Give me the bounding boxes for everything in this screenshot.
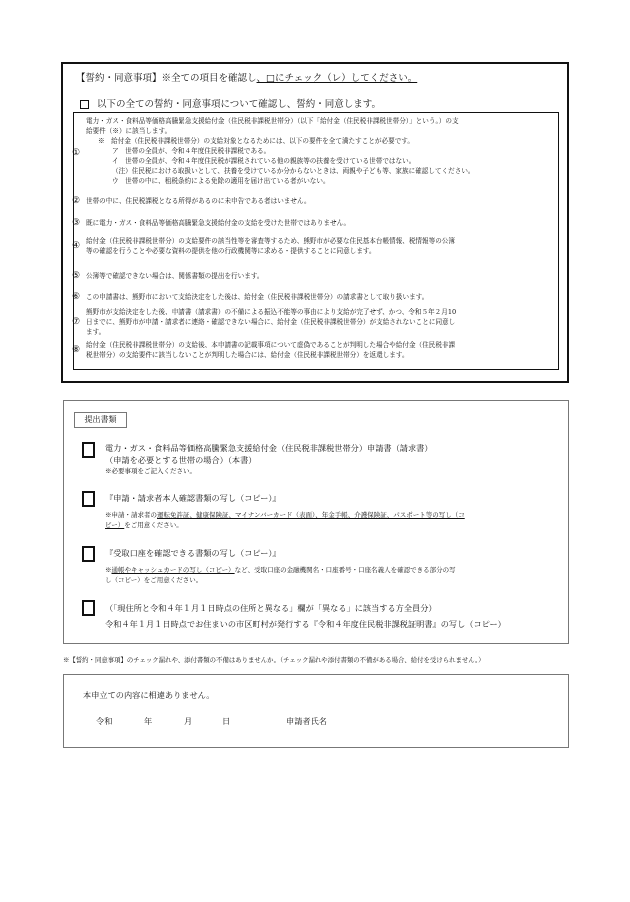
doc4-title2: 令和４年１月１日時点でお住まいの市区町村が発行する『令和４年度住民税非課税証明書』の写し（コピー）: [105, 619, 506, 629]
agree-all-checkbox[interactable]: [80, 100, 89, 109]
date-year-label: 年: [144, 716, 153, 726]
doc3: [105, 547, 456, 585]
doc1-checkbox[interactable]: [82, 442, 95, 458]
pledge-item-line: 給付金（住民税非課税世帯分）の支給後、本申請書の記載事項について虚偽であることが判明した場合や給付金（住民税非課: [86, 341, 456, 349]
documents-tag: 提出書類: [74, 412, 127, 428]
pledge-item-number: ⑤: [72, 271, 81, 281]
doc2-note: [105, 510, 465, 530]
doc3-note-c: など、受取口座の金融機関名・口座番号・口座名義人を確認できる部分の写: [234, 566, 456, 574]
pledge-item: [72, 236, 455, 256]
doc3-title: 『受取口座を確認できる書類の写し（コピー）』: [105, 548, 281, 558]
doc4: [105, 602, 506, 630]
pledge-item: [72, 218, 351, 228]
pledge-item-number: ④: [72, 241, 81, 251]
pledge-item-line: 日までに、熊野市が申請・請求者に連絡・確認できない場合に、給付金（住民税非課税世帯分）が支給されないことに同意し: [86, 318, 456, 326]
confirmation-section-frame: [63, 674, 569, 748]
doc1-title2: （申請を必要とする世帯の場合）（本書）: [105, 455, 257, 465]
doc2-note-d: をご用意ください。: [124, 521, 183, 529]
pledge-item: [72, 292, 429, 302]
pledge-item-number: ⑥: [72, 292, 81, 302]
pledge-item-number: ③: [72, 218, 81, 228]
pledge-header-instruction: 、□にチェック（レ）してください。: [256, 73, 418, 84]
doc2-note-a: ※申請・請求者の: [105, 511, 157, 519]
pledge-item-line: （注）住民税における取扱いとして、扶養を受けているか分からないときは、両親や子ども等、家族に確認してください。: [112, 167, 475, 175]
pledge-item: [72, 340, 456, 360]
pledge-item-number: ⑦: [72, 317, 81, 327]
doc2-title: 『申請・請求者本人確認書類の写し（コピー）』: [105, 493, 281, 503]
pledge-item-line: 既に電力・ガス・食料品等価格高騰緊急支援給付金の支給を受けた世帯ではありません。: [86, 219, 351, 227]
date-day-label: 日: [222, 716, 231, 726]
pledge-item-number: ②: [72, 196, 81, 206]
pledge-item-number: ①: [72, 148, 81, 158]
pledge-header-text: ※全ての項目を確認し: [161, 73, 257, 84]
applicant-name-label: 申請者氏名: [286, 716, 327, 726]
agree-all-row[interactable]: [80, 96, 381, 110]
footer-note: ※【誓約・同意事項】のチェック漏れや、添付書類の不備はありませんか。（チェック漏れや添付書類の不備がある場合、給付を受けられません。）: [63, 656, 485, 664]
doc4-checkbox[interactable]: [82, 600, 95, 616]
pledge-item-line: イ 世帯の全員が、令和４年度住民税が課税されている他の親族等の扶養を受けている世帯ではない。: [112, 157, 416, 165]
pledge-item-line: ウ 世帯の中に、租税条約による免除の適用を届け出ている者がいない。: [112, 177, 330, 185]
date-month-label: 月: [184, 716, 193, 726]
pledge-item-line: 給要件（※）に該当します。: [86, 127, 172, 135]
doc2-note-b: 運転免許証、健康保険証、マイナンバーカード（表面）、年金手帳、介護保険証、パスポート等の写し（コ: [157, 511, 465, 519]
doc1-note: ※必要事項をご記入ください。: [105, 467, 196, 475]
doc1: [105, 442, 433, 476]
pledge-item: [72, 116, 475, 186]
pledge-item-line: ア 世帯の全員が、令和４年度住民税非課税である。: [112, 147, 271, 155]
pledge-item: [72, 271, 264, 281]
pledge-item-line: 世帯の中に、住民税課税となる所得があるのに未申告である者はいません。: [86, 197, 311, 205]
doc2-note-c: ピー）: [105, 521, 125, 529]
pledge-item: [72, 307, 457, 337]
date-era-label: 令和: [96, 716, 113, 726]
pledge-item-line: 税世帯分）の支給要件に該当しないことが判明した場合には、給付金（住民税非課税世帯分）を返還します。: [86, 351, 409, 359]
doc2-checkbox[interactable]: [82, 491, 95, 507]
pledge-item: [72, 196, 311, 206]
doc3-note: [105, 565, 456, 585]
pledge-item-line: 電力・ガス・食料品等価格高騰緊急支援給付金（住民税非課税世帯分）（以下「給付金（住民税非課税世帯分）」という。）の支: [86, 117, 459, 125]
doc2: [105, 492, 465, 530]
doc3-note-d: し（コピー）をご用意ください。: [105, 576, 203, 584]
pledge-item-line: ます。: [86, 328, 106, 336]
agree-all-label: 以下の全ての誓約・同意事項について確認し、誓約・同意します。: [97, 99, 382, 110]
doc3-note-b: 通帳やキャッシュカードの写し（コピー）: [111, 566, 235, 574]
pledge-item-line: 公簿等で確認できない場合は、関係書類の提出を行います。: [86, 272, 264, 280]
pledge-item-line: ※ 給付金（住民税非課税世帯分）の支給対象となるためには、以下の要件を全て満たすことが必要です。: [98, 137, 414, 145]
pledge-item-line: 等の確認を行うことや必要な資料の提供を他の行政機関等に求める・提供することに同意します。: [86, 247, 376, 255]
doc3-checkbox[interactable]: [82, 546, 95, 562]
confirmation-text: 本申立ての内容に相違ありません。: [83, 690, 215, 700]
pledge-item-number: ⑧: [72, 345, 81, 355]
pledge-header: [76, 70, 417, 84]
pledge-header-bracket: 【誓約・同意事項】: [76, 73, 162, 84]
doc4-title: （「現住所と令和４年１月１日時点の住所と異なる」欄が「異なる」に該当する方全員分）: [105, 603, 437, 613]
pledge-item-line: 給付金（住民税非課税世帯分）の支給要件の該当性等を審査等するため、熊野市が必要な住民基本台帳情報、税情報等の公簿: [86, 237, 455, 245]
doc3-note-a: ※: [105, 566, 112, 574]
pledge-item-line: この申請書は、熊野市において支給決定をした後は、給付金（住民税非課税世帯分）の請求書として取り扱います。: [86, 293, 429, 301]
doc1-title: 電力・ガス・食料品等価格高騰緊急支援給付金（住民税非課税世帯分）申請書（請求書）: [105, 443, 433, 453]
pledge-item-line: 熊野市が支給決定をした後、申請書（請求書）の不備による振込不能等の事由により支給が完了せず、かつ、令和５年２月10: [86, 308, 457, 316]
